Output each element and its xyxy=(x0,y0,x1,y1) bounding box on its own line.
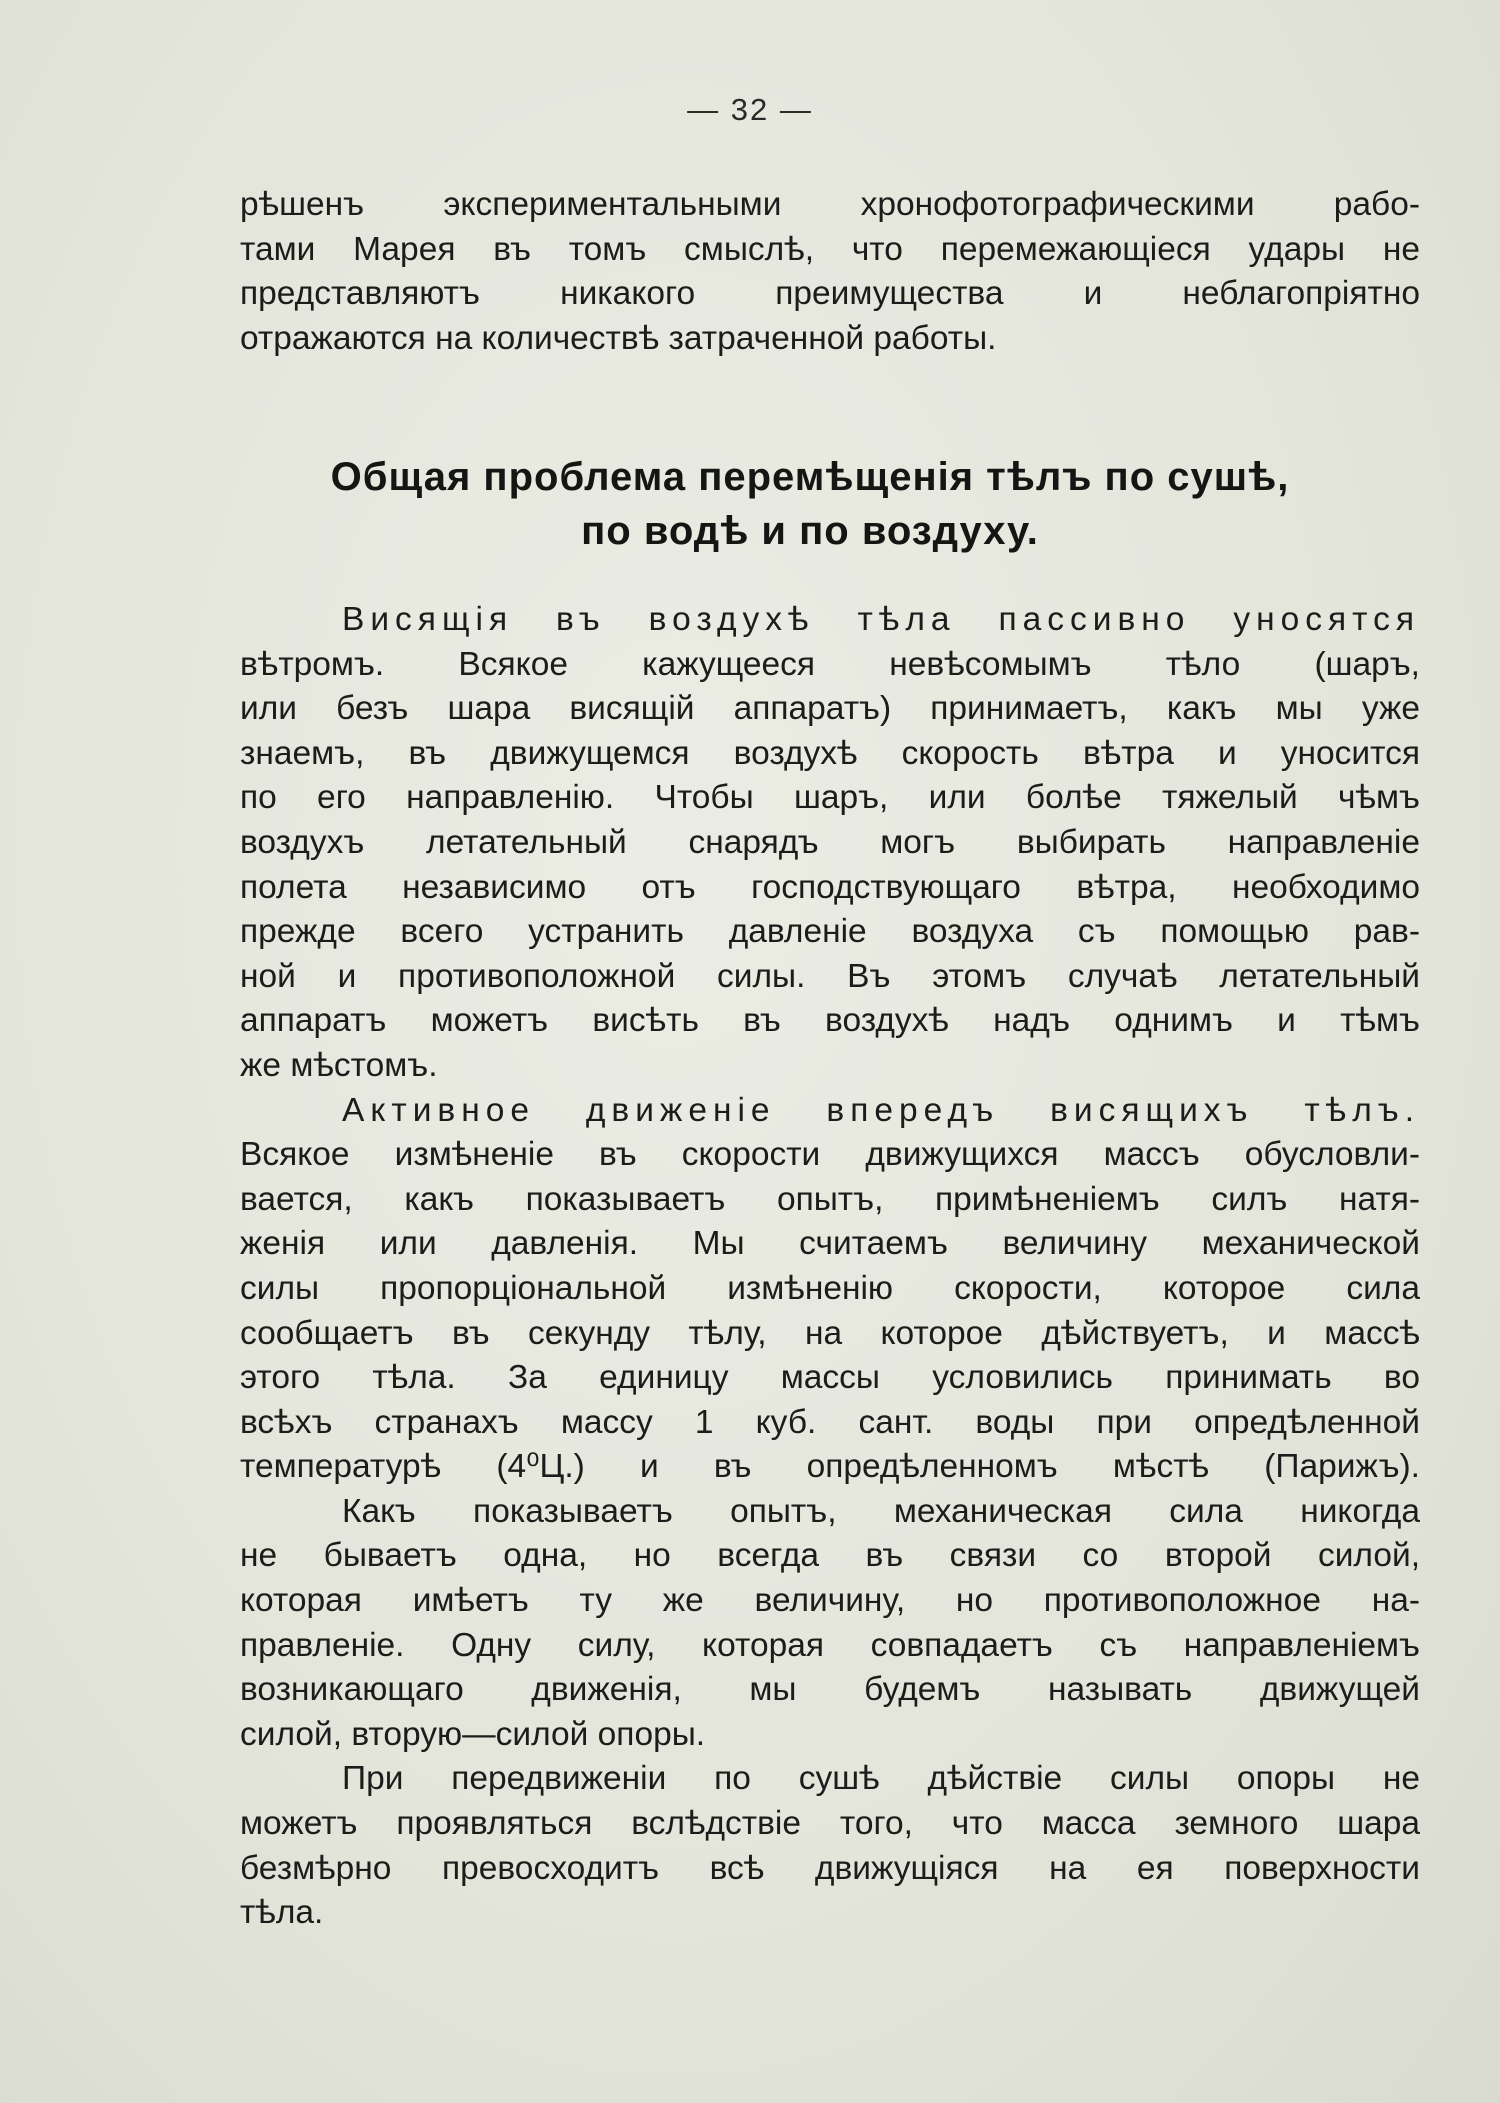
text-line: прежде всего устранить давленіе воздуха съ помощью рав- xyxy=(240,913,1420,951)
text-line: женія или давленія. Мы считаемъ величину механической xyxy=(240,1225,1420,1263)
text-line: отражаются на количествѣ затраченной работы. xyxy=(240,319,997,357)
text-line: или безъ шара висящій аппаратъ) принимаетъ, какъ мы уже xyxy=(240,690,1420,728)
text-line: При передвиженіи по сушѣ дѣйствіе силы опоры не xyxy=(342,1760,1420,1798)
text-line: по его направленію. Чтобы шаръ, или болѣе тяжелый чѣмъ xyxy=(240,779,1420,817)
text-line: Висящія въ воздухѣ тѣла пассивно уносятся xyxy=(342,601,1420,638)
text-line: правленіе. Одну силу, которая совпадаетъ съ направленіемъ xyxy=(240,1626,1420,1664)
intro-paragraph xyxy=(240,183,1420,361)
text-line: Активное движеніе впередъ висящихъ тѣлъ. xyxy=(342,1091,1420,1129)
text-line: возникающаго движенія, мы будемъ называть движущей xyxy=(240,1671,1420,1709)
text-line: тами Марея въ томъ смыслѣ, что перемежающіеся удары не xyxy=(240,230,1420,268)
text-line: воздухъ летательный снарядъ могъ выбирать направленіе xyxy=(240,823,1420,861)
text-line: силой, вторую—силой опоры. xyxy=(240,1715,706,1753)
text-line: можетъ проявляться вслѣдствіе того, что масса земного шара xyxy=(240,1805,1420,1843)
paragraph-land-motion xyxy=(240,1757,1420,1935)
text-line: вѣтромъ. Всякое кажущееся невѣсомымъ тѣло (шаръ, xyxy=(240,645,1420,683)
text-line: тѣла. xyxy=(240,1894,324,1932)
paragraph-active-motion xyxy=(240,1089,1420,1490)
text-line: ной и противоположной силы. Въ этомъ случаѣ летательный xyxy=(240,957,1420,995)
paragraph-hanging-bodies xyxy=(240,598,1420,1089)
text-line: силы пропорціональной измѣненію скорости, которое сила xyxy=(240,1269,1420,1307)
text-line: безмѣрно превосходитъ всѣ движущіяся на ея поверхности xyxy=(240,1849,1420,1887)
text-line: этого тѣла. За единицу массы условились принимать во xyxy=(240,1359,1420,1397)
text-line: рѣшенъ экспериментальными хронофотографическими рабо- xyxy=(240,186,1420,223)
text-line: сообщаетъ въ секунду тѣлу, на которое дѣйствуетъ, и массѣ xyxy=(240,1314,1420,1352)
text-line: всѣхъ странахъ массу 1 куб. сант. воды при опредѣленной xyxy=(240,1403,1420,1441)
text-line: представляютъ никакого преимущества и неблагопріятно xyxy=(240,275,1420,313)
text-line: же мѣстомъ. xyxy=(240,1046,438,1084)
text-line: не бываетъ одна, но всегда въ связи со второй силой, xyxy=(240,1537,1420,1575)
text-line: знаемъ, въ движущемся воздухѣ скорость вѣтра и уносится xyxy=(240,734,1420,772)
heading-line: по водѣ и по воздуху. xyxy=(581,509,1039,553)
text-line: температурѣ (4⁰Ц.) и въ опредѣленномъ мѣстѣ (Парижъ). xyxy=(240,1448,1420,1486)
page-number: — 32 — xyxy=(687,92,813,127)
text-line: вается, какъ показываетъ опытъ, примѣненіемъ силъ натя- xyxy=(240,1180,1420,1218)
heading-line: Общая проблема перемѣщенія тѣлъ по сушѣ, xyxy=(330,455,1290,499)
text-line: Какъ показываетъ опытъ, механическая сила никогда xyxy=(342,1492,1420,1530)
section-heading xyxy=(200,450,1420,558)
text-line: аппаратъ можетъ висѣть въ воздухѣ надъ однимъ и тѣмъ xyxy=(240,1002,1420,1040)
main-text xyxy=(240,598,1420,1936)
text-line: которая имѣетъ ту же величину, но противоположное на- xyxy=(240,1582,1420,1620)
text-line: полета независимо отъ господствующаго вѣтра, необходимо xyxy=(240,868,1420,906)
text-line: Всякое измѣненіе въ скорости движущихся массъ обусловли- xyxy=(240,1136,1420,1174)
paragraph-force-pairs xyxy=(240,1490,1420,1758)
